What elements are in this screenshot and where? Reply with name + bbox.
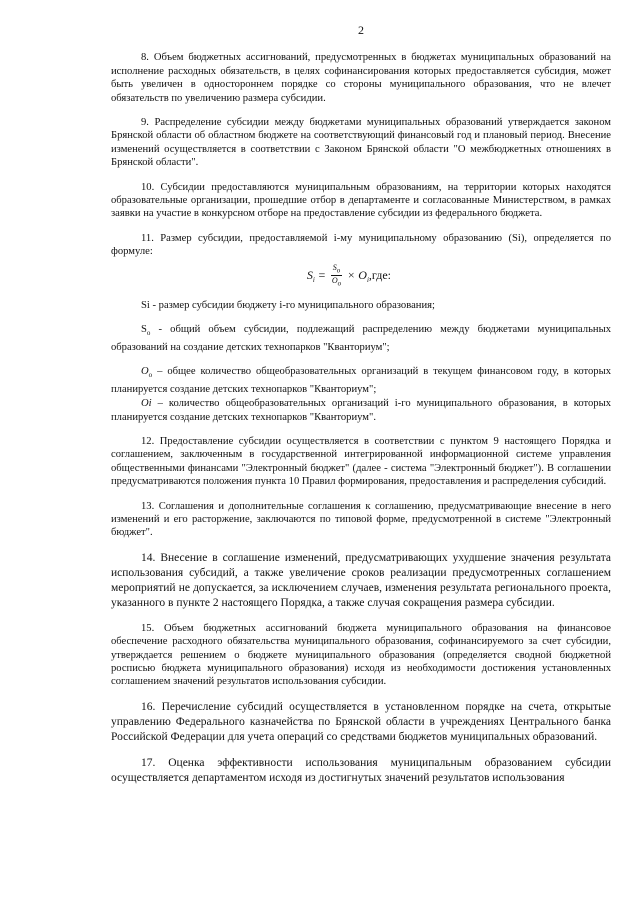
formula-den-sub: o xyxy=(337,279,342,288)
def-so-text: - общий объем субсидии, подлежащий распределению между бюджетами муниципальных образований на создание детских технопарков "Кванториум"; xyxy=(111,324,611,353)
formula-den-var: O xyxy=(331,276,338,286)
formula-denominator xyxy=(331,276,342,289)
formula-lhs-sub: i xyxy=(312,275,315,284)
def-oi-var: Oi xyxy=(141,398,152,410)
paragraph-15: 15. Объем бюджетных ассигнований бюджета муниципального образования на финансовое обеспечение расходного обязательства муниципального образования, софинансируемого за счет субсидии, утверждается решением о бюджете муниципального образования (определяется сводной бюджетной росписью бюджета муниципального образования) исходя из необходимости достижения установленных соглашением значений результатов использования субсидии. xyxy=(111,622,611,688)
def-oo-sub: o xyxy=(148,371,153,380)
formula-rhs: O xyxy=(358,267,367,282)
formula-eq: = xyxy=(314,267,329,282)
paragraph-13: 13. Соглашения и дополнительные соглашения к соглашению, предусматривающие внесение в него изменений и его расторжение, заключаются по типовой форме, предусмотренной в системе "Электронный бюджет". xyxy=(111,500,611,539)
paragraph-14: 14. Внесение в соглашение изменений, предусматривающих ухудшение значения результата использования субсидий, а также увеличение сроков реализации предусмотренных соглашением мероприятий не допускается, за исключением случаев, изменения результата регионального проекта, указанного в пункте 2 настоящего Порядка, а также случая сокращения размера субсидии. xyxy=(111,551,611,609)
paragraph-10: 10. Субсидии предоставляются муниципальным образованиям, на территории которых находятся образовательные организации, прошедшие отбор в департаменте и согласованные Министерством, в рамках заявки на участие в конкурсном отборе на предоставление субсидии из федерального бюджета. xyxy=(111,181,611,220)
def-oo-var: O xyxy=(141,366,149,378)
paragraph-16: 16. Перечисление субсидий осуществляется в установленном порядке на счета, открытые управлению Федерального казначейства по Брянской области в учреждениях Центрального банка Российской Федерации для учета операций со средствами бюджетов муниципальных образований. xyxy=(111,700,611,743)
formula-tail: ,где: xyxy=(368,267,391,282)
def-so-var: S xyxy=(141,324,147,336)
formula-times: × xyxy=(344,267,359,282)
formula-num-sub: o xyxy=(336,266,341,275)
formula-numerator xyxy=(331,263,342,277)
paragraph-8: 8. Объем бюджетных ассигнований, предусмотренных в бюджетах муниципальных образований на исполнение расходных обязательств, в целях софинансирования которых предоставляется субсидия, может быть увеличен в одностороннем порядке со стороны муниципального образования, что не влечет обязательств по увеличению размера субсидии. xyxy=(111,52,611,104)
definition-si: Si - размер субсидии бюджету i-го муниципального образования; xyxy=(141,299,435,311)
paragraph-17: 17. Оценка эффективности использования муниципальным образованием субсидии осуществляется департаментом исходя из достигнутых значений результатов использования xyxy=(111,756,611,784)
formula-fraction xyxy=(331,263,342,289)
paragraph-12: 12. Предоставление субсидии осуществляется в соответствии с пунктом 9 настоящего Порядка и соглашением, заключенным в государственной интегрированной информационной системе управления общественными финансами "Электронный бюджет" (далее - система "Электронный бюджет"). В соглашении предусматриваются положения пункта 10 Правил формирования, предоставления и распределения субсидий. xyxy=(111,435,611,488)
definition-oi xyxy=(111,397,611,424)
def-oi-text: – количество общеобразовательных организаций i-го муниципального образования, в которых планируется создание детских технопарков "Кванториум". xyxy=(111,398,611,423)
paragraph-9: 9. Распределение субсидии между бюджетами муниципальных образований утверждается законом Брянской области об областном бюджете на соответствующий финансовый год и плановый период. Внесение изменений осуществляется в соответствии с Законом Брянской области "О межбюджетных отношениях в Брянской области". xyxy=(111,117,611,169)
definition-so xyxy=(111,323,611,354)
def-so-sub: o xyxy=(146,329,151,338)
def-oo-text: – общее количество общеобразовательных организаций в текущем финансовом году, в которых планируется создание детских технопарков "Кванториум"; xyxy=(111,366,611,395)
paragraph-11: 11. Размер субсидии, предоставляемой i-му муниципальному образованию (Si), определяется по формуле: xyxy=(111,232,611,258)
definition-oo xyxy=(111,365,611,396)
formula-rhs-sub: i xyxy=(366,275,369,284)
subsidy-formula xyxy=(111,263,611,289)
formula-lhs: S xyxy=(306,267,313,282)
page-number: 2 xyxy=(358,23,364,37)
formula-num-var: S xyxy=(332,262,337,272)
